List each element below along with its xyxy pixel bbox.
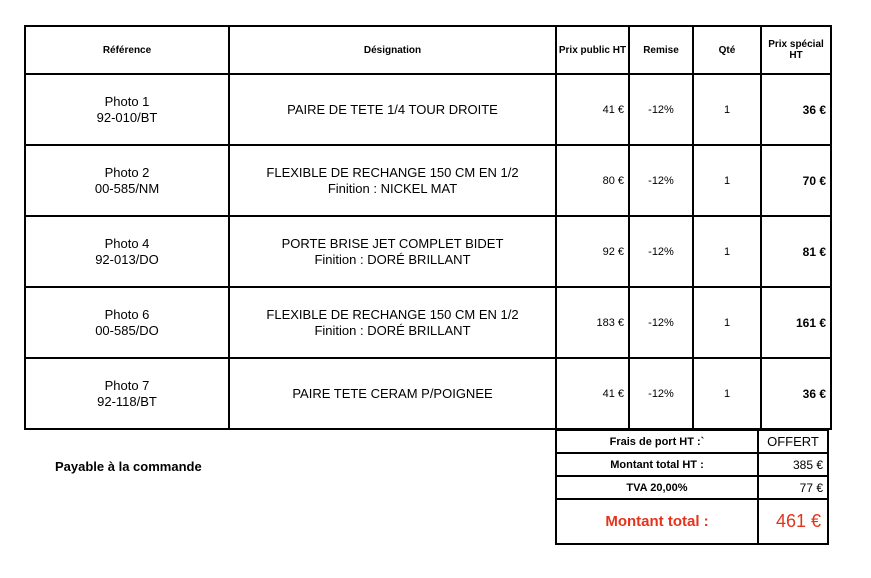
header-qte: Qté [693,26,761,74]
tax-value: 77 € [758,476,828,499]
prix-special-cell: 70 € [761,145,831,216]
designation-cell [229,287,556,358]
reference-cell [25,358,229,429]
designation-cell [229,74,556,145]
prix-public-cell: 41 € [556,74,629,145]
finition-text: Finition : DORÉ BRILLANT [314,251,471,267]
table-row [25,74,831,145]
reference-code: 92-010/BT [96,109,158,125]
prix-public-cell: 92 € [556,216,629,287]
header-prix-special: Prix spécial HT [761,26,831,74]
finition-text: Finition : NICKEL MAT [327,180,458,196]
table-row [25,358,831,429]
remise-cell: -12% [629,287,693,358]
reference-code: 00-585/DO [95,322,159,338]
table-row [25,216,831,287]
designation-cell [229,145,556,216]
header-prix-public: Prix public HT [556,26,629,74]
tax-label: TVA 20,00% [556,476,758,499]
prix-public-cell: 41 € [556,358,629,429]
prix-special-cell: 36 € [761,74,831,145]
qte-cell: 1 [693,358,761,429]
remise-cell: -12% [629,358,693,429]
order-table [24,25,832,430]
reference-cell [25,287,229,358]
finition-text: Finition : DORÉ BRILLANT [314,322,471,338]
photo-label: Photo 4 [104,235,150,251]
reference-code: 92-118/BT [97,393,157,409]
reference-cell [25,74,229,145]
designation-cell [229,216,556,287]
reference-cell [25,216,229,287]
designation-text: FLEXIBLE DE RECHANGE 150 CM EN 1/2 [266,306,519,322]
subtotal-value: 385 € [758,453,828,476]
shipping-value: OFFERT [758,430,828,453]
prix-special-cell: 36 € [761,358,831,429]
grand-total-label: Montant total : [556,499,758,544]
designation-text: PAIRE DE TETE 1/4 TOUR DROITE [287,101,498,117]
qte-cell: 1 [693,287,761,358]
reference-code: 00-585/NM [94,180,160,196]
qte-cell: 1 [693,145,761,216]
remise-cell: -12% [629,216,693,287]
designation-text: PORTE BRISE JET COMPLET BIDET [281,235,504,251]
header-designation: Désignation [229,26,556,74]
totals-table [555,429,829,545]
grand-total-value: 461 € [758,499,828,544]
prix-public-cell: 80 € [556,145,629,216]
header-remise: Remise [629,26,693,74]
qte-cell: 1 [693,74,761,145]
qte-cell: 1 [693,216,761,287]
photo-label: Photo 7 [104,377,150,393]
subtotal-row [556,453,828,476]
photo-label: Photo 2 [104,164,150,180]
photo-label: Photo 6 [104,306,150,322]
prix-special-cell: 161 € [761,287,831,358]
prix-special-cell: 81 € [761,216,831,287]
table-header-row [25,26,831,74]
header-reference: Référence [25,26,229,74]
photo-label: Photo 1 [104,93,150,109]
shipping-row [556,430,828,453]
designation-cell [229,358,556,429]
prix-public-cell: 183 € [556,287,629,358]
remise-cell: -12% [629,145,693,216]
reference-code: 92-013/DO [95,251,159,267]
reference-cell [25,145,229,216]
remise-cell: -12% [629,74,693,145]
designation-text: FLEXIBLE DE RECHANGE 150 CM EN 1/2 [266,164,519,180]
table-row [25,287,831,358]
grand-total-row [556,499,828,544]
tax-row [556,476,828,499]
payment-terms: Payable à la commande [55,459,202,474]
subtotal-label: Montant total HT : [556,453,758,476]
shipping-label: Frais de port HT :` [556,430,758,453]
table-row [25,145,831,216]
designation-text: PAIRE TETE CERAM P/POIGNEE [292,385,493,401]
